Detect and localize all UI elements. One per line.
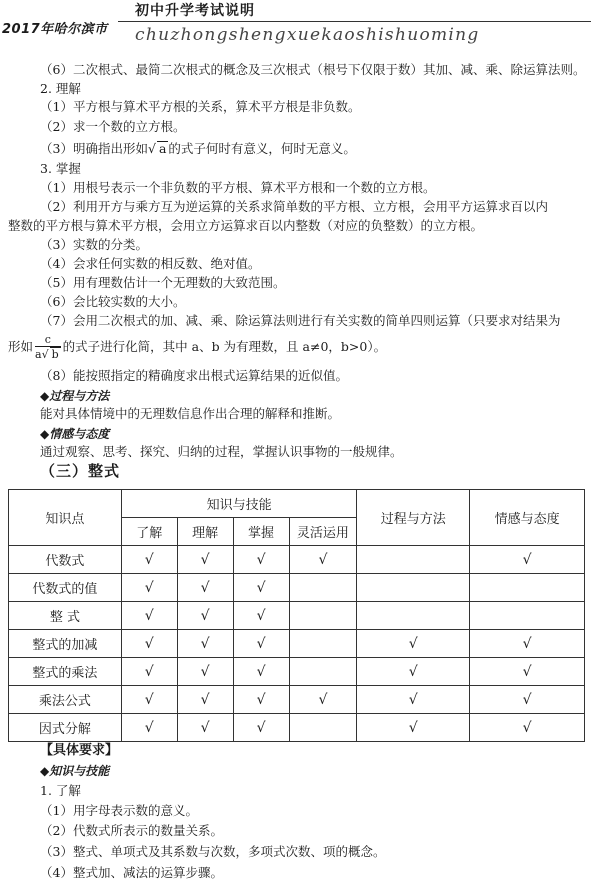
check-cell: √ <box>233 602 289 630</box>
check-cell: √ <box>357 658 470 686</box>
header-rule <box>118 21 591 22</box>
section-title: （三）整式 <box>40 462 121 480</box>
master-3: （3）实数的分类。 <box>40 237 148 252</box>
table-row <box>9 630 585 658</box>
check-cell: √ <box>121 602 177 630</box>
row-label: 代数式 <box>9 546 122 574</box>
row-label: 因式分解 <box>9 714 122 742</box>
check-cell: √ <box>233 714 289 742</box>
check-cell: √ <box>177 686 233 714</box>
master-7b <box>8 333 386 362</box>
header-title: 初中升学考试说明 <box>135 3 255 19</box>
header-emotion: 情感与态度 <box>470 490 585 546</box>
subheader-flexible: 灵活运用 <box>289 518 357 546</box>
master-4: （4）会求任何实数的相反数、绝对值。 <box>40 256 261 271</box>
understand-2: （2）求一个数的立方根。 <box>40 119 186 134</box>
check-cell: √ <box>357 714 470 742</box>
check-cell: √ <box>121 574 177 602</box>
check-cell <box>470 574 585 602</box>
item-6: （6）二次根式、最简二次根式的概念及三次根式（根号下仅限于数）其加、减、乘、除运算法则。 <box>40 62 586 77</box>
check-cell: √ <box>233 546 289 574</box>
sqrt-radicand: a <box>158 141 167 156</box>
know-3: （3）整式、单项式及其系数与次数，多项式次数、项的概念。 <box>40 844 386 859</box>
check-cell: √ <box>121 630 177 658</box>
row-label: 整式的乘法 <box>9 658 122 686</box>
header-knowledge-point: 知识点 <box>9 490 122 546</box>
know-1: （1）用字母表示数的意义。 <box>40 803 198 818</box>
check-cell: √ <box>233 658 289 686</box>
master-7b-post: 的式子进行化简，其中 a、b 为有理数，且 a≠0，b>0）。 <box>62 339 387 354</box>
check-cell: √ <box>470 658 585 686</box>
fraction-denominator: a√ b <box>35 348 59 361</box>
check-cell: √ <box>289 686 357 714</box>
header-skills-group: 知识与技能 <box>121 490 357 518</box>
sqrt-symbol: √ <box>147 141 156 156</box>
check-cell: √ <box>121 658 177 686</box>
row-label: 代数式的值 <box>9 574 122 602</box>
table-row <box>9 686 585 714</box>
know-2: （2）代数式所表示的数量关系。 <box>40 823 223 838</box>
requirements-heading: 【具体要求】 <box>40 743 119 758</box>
emotion-text: 通过观察、思考、探究、归纳的过程，掌握认识事物的一般规律。 <box>40 444 403 459</box>
check-cell: √ <box>289 546 357 574</box>
check-cell <box>289 714 357 742</box>
fraction-numerator: c <box>35 333 61 347</box>
header-pinyin: chuzhongshengxuekaoshishuoming <box>135 25 480 45</box>
check-cell: √ <box>470 546 585 574</box>
check-cell: √ <box>121 546 177 574</box>
row-label: 乘法公式 <box>9 686 122 714</box>
fraction <box>35 333 61 362</box>
check-cell: √ <box>177 630 233 658</box>
check-cell: √ <box>177 658 233 686</box>
row-label: 整式的加减 <box>9 630 122 658</box>
heading-master: 3. 掌握 <box>40 161 81 176</box>
heading-know: 1. 了解 <box>40 783 81 798</box>
master-2b: 整数的平方根与算术平方根，会用立方运算求百以内整数（对应的负整数）的立方根。 <box>8 218 484 233</box>
table-row <box>9 714 585 742</box>
heading-process: ◆过程与方法 <box>40 389 110 403</box>
master-7a: （7）会用二次根式的加、减、乘、除运算法则进行有关实数的简单四则运算（只要求对结果为 <box>40 313 561 328</box>
check-cell <box>289 574 357 602</box>
table-body <box>9 546 585 742</box>
check-cell <box>289 658 357 686</box>
subheader-know: 了解 <box>121 518 177 546</box>
process-text: 能对具体情境中的无理数信息作出合理的解释和推断。 <box>40 406 341 421</box>
check-cell: √ <box>177 714 233 742</box>
check-cell: √ <box>177 546 233 574</box>
check-cell: √ <box>357 686 470 714</box>
table-row <box>9 574 585 602</box>
master-8: （8）能按照指定的精确度求出根式运算结果的近似值。 <box>40 368 348 383</box>
check-cell: √ <box>121 686 177 714</box>
check-cell: √ <box>233 574 289 602</box>
header-process: 过程与方法 <box>357 490 470 546</box>
check-cell: √ <box>470 630 585 658</box>
check-cell <box>289 630 357 658</box>
check-cell: √ <box>177 602 233 630</box>
header-city: 2017年哈尔滨市 <box>2 22 108 37</box>
row-label: 整 式 <box>9 602 122 630</box>
check-cell: √ <box>177 574 233 602</box>
understand-3-post: 的式子何时有意义，何时无意义。 <box>168 141 356 156</box>
know-4: （4）整式加、减法的运算步骤。 <box>40 865 223 880</box>
master-7b-pre: 形如 <box>8 339 34 354</box>
check-cell <box>357 602 470 630</box>
check-cell <box>470 602 585 630</box>
table-row <box>9 602 585 630</box>
check-cell: √ <box>470 714 585 742</box>
subheader-master: 掌握 <box>233 518 289 546</box>
check-cell: √ <box>470 686 585 714</box>
check-cell <box>357 546 470 574</box>
heading-skill: ◆知识与技能 <box>40 764 110 778</box>
subheader-understand: 理解 <box>177 518 233 546</box>
heading-emotion: ◆情感与态度 <box>40 427 110 441</box>
master-2a: （2）利用开方与乘方互为逆运算的关系求简单数的平方根、立方根，会用平方运算求百以内 <box>40 199 548 214</box>
understand-3 <box>40 140 356 158</box>
master-1: （1）用根号表示一个非负数的平方根、算术平方根和一个数的立方根。 <box>40 180 436 195</box>
table-row <box>9 658 585 686</box>
check-cell: √ <box>233 630 289 658</box>
check-cell: √ <box>233 686 289 714</box>
heading-understand: 2. 理解 <box>40 81 81 96</box>
check-cell <box>357 574 470 602</box>
master-6: （6）会比较实数的大小。 <box>40 294 186 309</box>
understand-1: （1）平方根与算术平方根的关系，算术平方根是非负数。 <box>40 99 361 114</box>
knowledge-table <box>8 489 585 742</box>
check-cell: √ <box>357 630 470 658</box>
check-cell <box>289 602 357 630</box>
understand-3-pre: （3）明确指出形如 <box>40 141 148 156</box>
page-header <box>0 0 591 52</box>
check-cell: √ <box>121 714 177 742</box>
master-5: （5）用有理数估计一个无理数的大致范围。 <box>40 275 286 290</box>
table-row <box>9 546 585 574</box>
